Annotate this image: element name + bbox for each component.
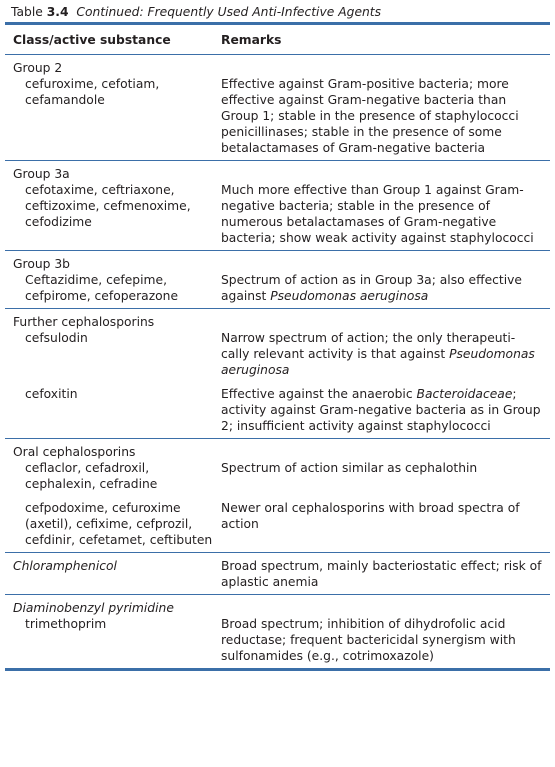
substance-cell: cefpodoxime, cefuroxime (axetil), cefixime, cefprozil, cefdinir, cefetamet, ceftibuten	[25, 501, 213, 547]
group-further-cephalosporins	[5, 309, 550, 438]
group-3a	[5, 161, 550, 250]
group-heading: Oral cephalosporins	[13, 445, 136, 459]
table-caption	[5, 2, 550, 22]
table-row	[5, 500, 550, 548]
group-2	[5, 55, 550, 160]
remarks-cell: Much more effective than Group 1 against Gram-negative bacteria; stable in the presence of numerous betalactamases of Gram-negative bacteria; show weak activity against staphylococci	[221, 183, 534, 245]
remarks-cell: Effective against the anaerobic Bacteroidaceae; activity against Gram-negative bacteria as in Group 2; insufficient activity against staphylococci	[221, 387, 541, 433]
substance-cell: Ceftazidime, cefepime, cefpirome, cefoperazone	[25, 273, 179, 303]
table-row	[5, 182, 550, 246]
header-remarks: Remarks	[221, 32, 282, 47]
remarks-cell: Narrow spectrum of action; the only therapeuti-cally relevant activity is that against Pseudomonas aeruginosa	[221, 331, 535, 377]
remarks-cell: Effective against Gram-positive bacteria; more effective against Gram-negative bacteria than Group 1; stable in the presence of staphylococci penicillinases; stable in the presence of some betalactamases of Gram-negative bacteria	[221, 77, 519, 155]
table-row	[5, 330, 550, 378]
bottom-rule	[5, 668, 550, 671]
table-header	[5, 25, 550, 54]
table-row	[5, 558, 550, 590]
group-diaminobenzyl-pyrimidine	[5, 595, 550, 668]
substance-cell: cefsulodin	[25, 331, 88, 345]
group-heading: Group 3b	[13, 257, 70, 271]
substance-cell: trimethoprim	[25, 617, 107, 631]
remarks-cell: Broad spectrum; inhibition of dihydrofolic acid reductase; frequent bactericidal synergism with sulfonamides (e.g., cotrimoxazole)	[221, 617, 516, 663]
group-heading: Group 2	[13, 61, 63, 75]
caption-title: Continued: Frequently Used Anti-Infective Agents	[76, 5, 382, 19]
remarks-cell: Spectrum of action similar as cephalothin	[221, 461, 478, 475]
substance-cell: Chloramphenicol	[13, 559, 117, 573]
caption-number: Table 3.4	[11, 5, 69, 19]
table-row	[5, 460, 550, 492]
table-row	[5, 272, 550, 304]
group-chloramphenicol	[5, 553, 550, 594]
group-oral-cephalosporins	[5, 439, 550, 552]
group-heading: Group 3a	[13, 167, 70, 181]
remarks-cell: Newer oral cephalosporins with broad spectra of action	[221, 501, 520, 531]
group-3b	[5, 251, 550, 308]
table-page	[5, 2, 550, 671]
substance-cell: cefuroxime, cefotiam, cefamandole	[25, 77, 160, 107]
substance-cell: ceflaclor, cefadroxil, cephalexin, cefradine	[25, 461, 158, 491]
table-row	[5, 616, 550, 664]
remarks-cell: Broad spectrum, mainly bacteriostatic effect; risk of aplastic anemia	[221, 559, 542, 589]
substance-cell: cefotaxime, ceftriaxone, ceftizoxime, cefmenoxime, cefodizime	[25, 183, 191, 229]
remarks-cell: Spectrum of action as in Group 3a; also effective against Pseudomonas aeruginosa	[221, 273, 522, 303]
group-heading: Further cephalosporins	[13, 315, 155, 329]
table-row	[5, 76, 550, 156]
header-class-substance: Class/active substance	[13, 32, 171, 47]
substance-cell: cefoxitin	[25, 387, 78, 401]
table-row	[5, 386, 550, 434]
group-heading: Diaminobenzyl pyrimidine	[13, 601, 174, 615]
